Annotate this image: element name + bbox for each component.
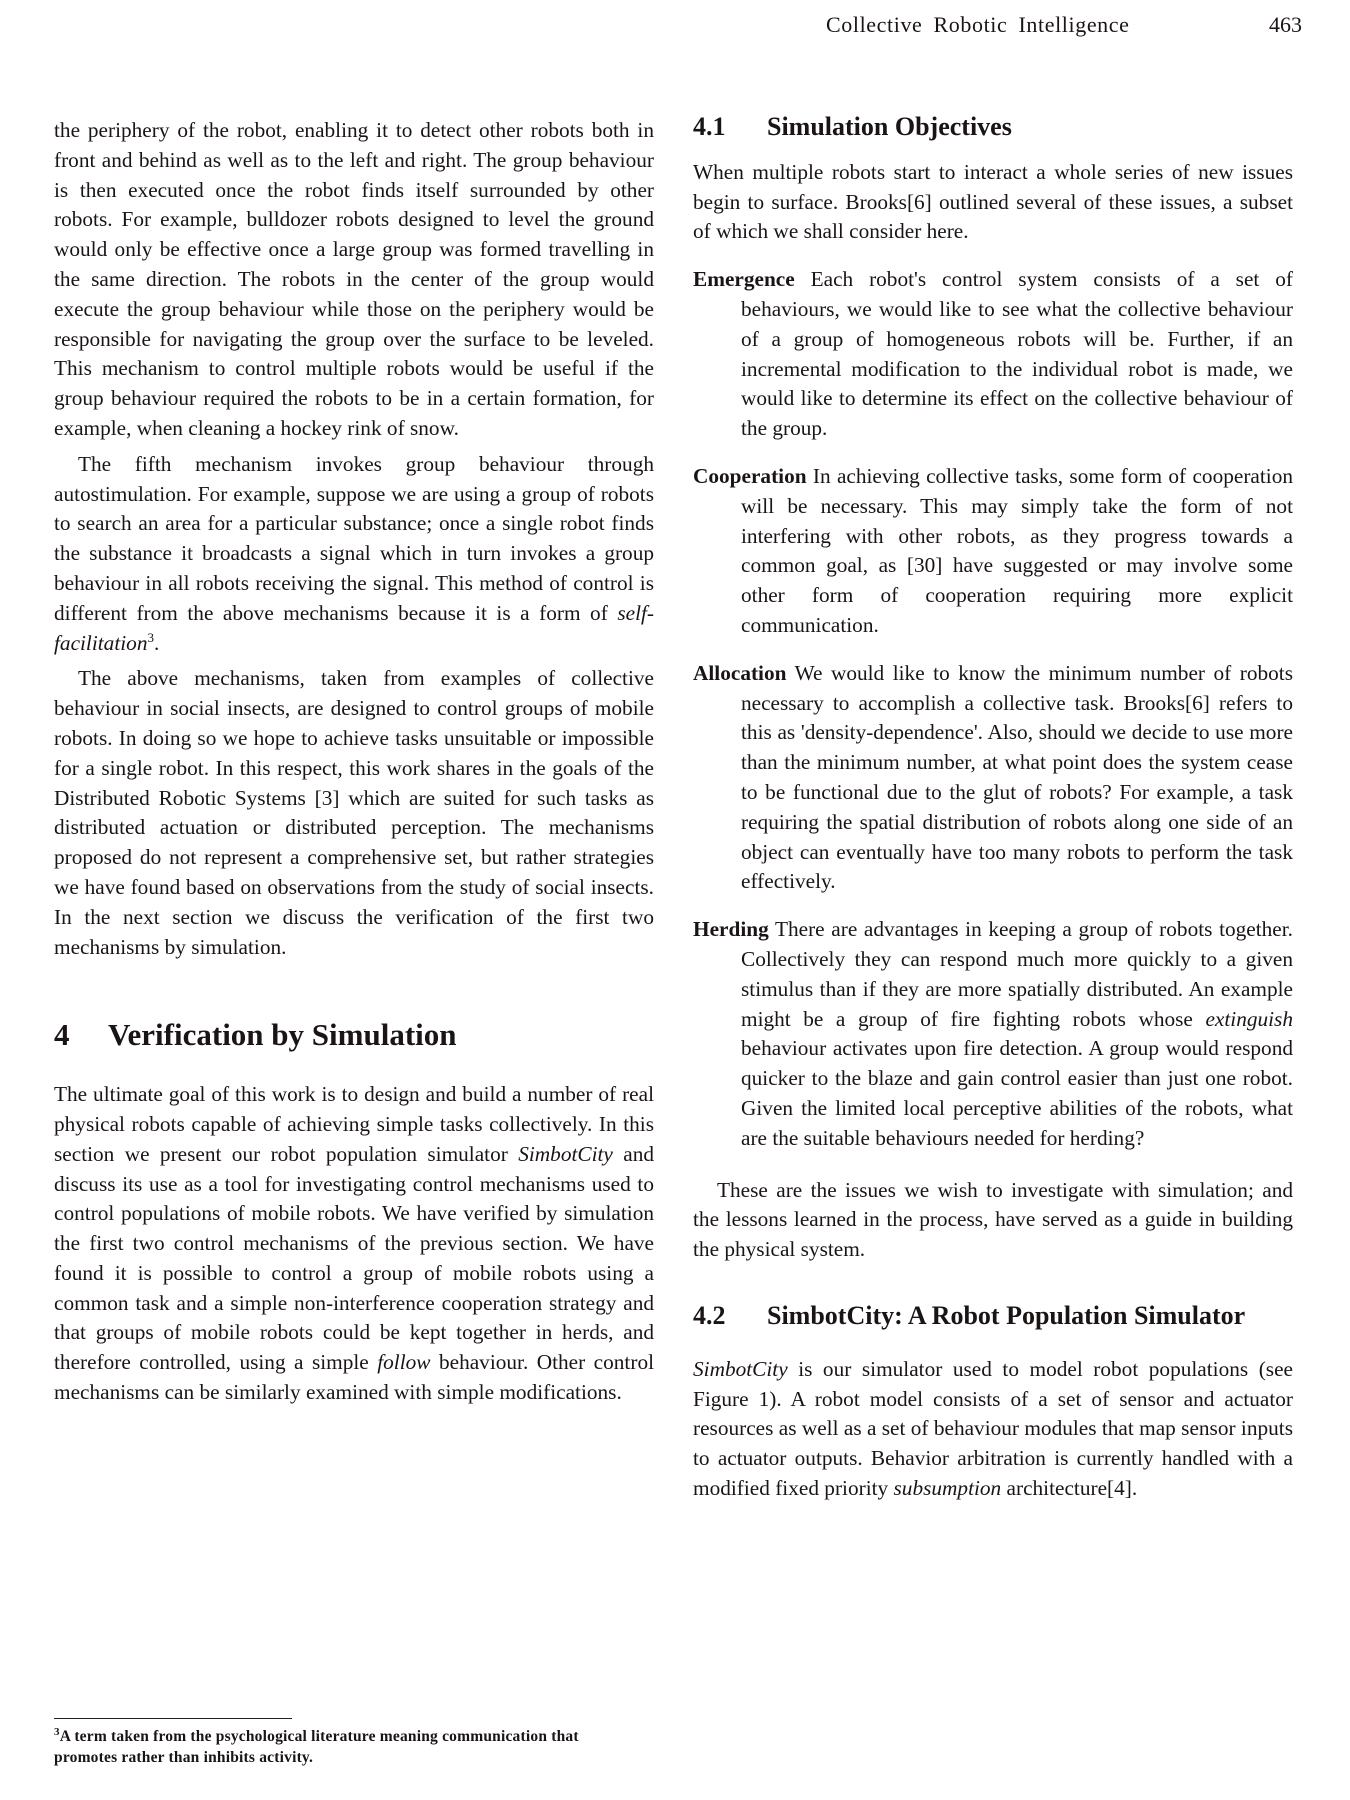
list-item-emergence <box>693 265 1293 444</box>
item-text: Each robot's control system consists of a set of behaviours, we would like to see what the collective behaviour of a group of homogeneous robots will be. Further, if an incremental modification to the individual robot is made, we would like to determine its effect on the collective behaviour of the group. <box>741 267 1293 441</box>
subsection-heading <box>693 112 1293 142</box>
text: is our simulator used to model robot populations (see Figure 1). A robot model consists of a set of sensor and actuator resources as well as a set of behaviour modules that map sensor inputs to actuator outputs. Behavior arbitration is currently handled with a modified fixed priority <box>693 1356 1293 1501</box>
paragraph: When multiple robots start to interact a whole series of new issues begin to surface. Brooks[6] outlined several of these issues, a subset of which we shall consider here. <box>693 159 1293 244</box>
item-text: In achieving collective tasks, some form of cooperation will be necessary. This may simply take the form of not interfering with other robots, as they progress towards a common goal, as [30] have suggested or may involve some other form of cooperation requiring more explicit communication. <box>741 463 1293 637</box>
text: The ultimate goal of this work is to design and build a number of real physical robots capable of achieving simple tasks collectively. In this section we present our robot population simulator <box>54 1082 654 1166</box>
emphasis: follow <box>377 1350 431 1375</box>
footnote-mark: 3 <box>54 1725 60 1738</box>
section-heading <box>54 1017 654 1053</box>
emphasis: subsumption <box>893 1476 1002 1501</box>
item-text: behaviour activates upon fire detection. A group would respond quicker to the blaze and gain control easier than just one robot. Given the limited local perceptive abilities of the robots, what are the suitable behaviours needed for herding? <box>741 1036 1293 1150</box>
list-item-allocation <box>693 659 1293 897</box>
subsection-heading <box>693 1299 1293 1333</box>
section-title: Verification by Simulation <box>108 1017 457 1053</box>
footnote-text: A term taken from the psychological literature meaning communication that promotes rather than inhibits activity. <box>54 1728 579 1766</box>
text: architecture[4]. <box>1001 1476 1138 1501</box>
running-title: Collective Robotic Intelligence <box>826 12 1130 37</box>
text: . <box>153 630 160 655</box>
paragraph <box>54 1080 654 1408</box>
item-text: We would like to know the minimum number of robots necessary to accomplish a collective task. Brooks[6] refers to this as 'density-dependence'. Also, should we decide to use more than the minimum number, at what point does the system cease to be functional due to the glut of robots? For example, a task requiring the spatial distribution of robots along one side of an object can eventually have too many robots to perform the task effectively. <box>741 660 1293 894</box>
item-term: Allocation <box>693 660 787 685</box>
page-number: 463 <box>1269 12 1302 37</box>
emphasis: SimbotCity <box>518 1141 613 1166</box>
subsection-number: 4.2 <box>693 1300 726 1330</box>
right-column <box>693 112 1293 1504</box>
text: The fifth mechanism invokes group behaviour through autostimulation. For example, suppose we are using a group of robots to search an area for a particular substance; once a single robot finds the substance it broadcasts a signal which in turn invokes a group behaviour in all robots receiving the signal. This method of control is different from the above mechanisms because it is a form of <box>54 451 654 625</box>
item-term: Cooperation <box>693 463 807 488</box>
emphasis: self-facilitation <box>54 600 654 655</box>
footnote <box>54 1726 634 1768</box>
subsection-title: Simulation Objectives <box>767 112 1012 141</box>
paragraph <box>54 450 654 659</box>
item-text: There are advantages in keeping a group of robots together. Collectively they can respond much more quickly to a given stimulus than if they are more spatially distributed. An example might be a group of fire fighting robots whose <box>741 917 1293 1031</box>
paragraph <box>693 1355 1293 1504</box>
emphasis: SimbotCity <box>693 1356 788 1381</box>
text: behaviour. Other control mechanisms can be similarly examined with simple modifications. <box>54 1350 655 1405</box>
text: and discuss its use as a tool for investigating control mechanisms used to control populations of mobile robots. We have verified by simulation the first two control mechanisms of the previous section. We have found it is possible to control a group of mobile robots using a common task and a simple non-interference cooperation strategy and that groups of mobile robots could be kept together in herds, and therefore controlled, using a simple <box>54 1141 655 1375</box>
paragraph: the periphery of the robot, enabling it to detect other robots both in front and behind as well as to the left and right. The group behaviour is then executed once the robot finds itself surrounded by other robots. For example, bulldozer robots designed to level the ground would only be effective once a large group was formed travelling in the same direction. The robots in the center of the group would execute the group behaviour while those on the periphery would be responsible for navigating the group over the surface to be leveled. This mechanism to control multiple robots would be useful if the group behaviour required the robots to be in a certain formation, for example, when cleaning a hockey rink of snow. <box>54 118 654 440</box>
paragraph: The above mechanisms, taken from examples of collective behaviour in social insects, are designed to control groups of mobile robots. In doing so we hope to achieve tasks unsuitable or impossible for a single robot. In this respect, this work shares in the goals of the Distributed Robotic Systems [3] which are suited for such tasks as distributed actuation or distributed perception. The mechanisms proposed do not represent a comprehensive set, but rather strategies we have found based on observations from the study of social insects. In the next section we discuss the verification of the first two mechanisms by simulation. <box>54 666 654 959</box>
item-term: Emergence <box>693 267 795 292</box>
list-item-cooperation <box>693 462 1293 641</box>
footnote-divider <box>54 1718 292 1719</box>
page-header <box>0 8 1350 40</box>
section-number: 4 <box>54 1017 70 1053</box>
item-term: Herding <box>693 917 769 942</box>
footnote-ref[interactable]: 3 <box>147 629 154 645</box>
paragraph: These are the issues we wish to investigate with simulation; and the lessons learned in the process, have served as a guide in building the physical system. <box>693 1177 1293 1262</box>
subsection-title: SimbotCity: A Robot Population Simulator <box>767 1300 1246 1330</box>
list-item-herding <box>693 915 1293 1153</box>
emphasis: extinguish <box>1205 1006 1293 1031</box>
subsection-number: 4.1 <box>693 112 726 141</box>
left-column <box>54 116 654 1408</box>
